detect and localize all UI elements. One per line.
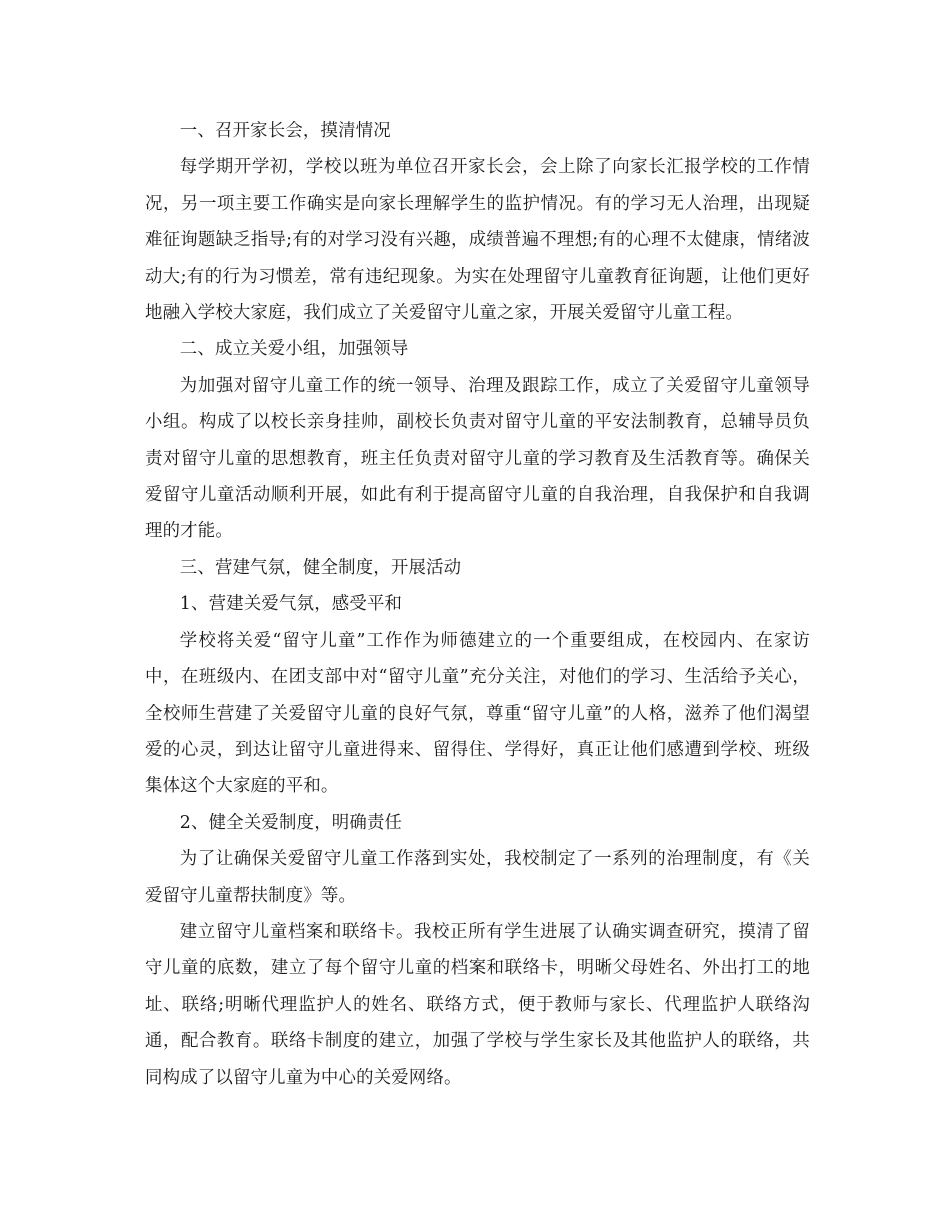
paragraph-archive-card: 建立留守儿童档案和联络卡。我校正所有学生进展了认确实调查研究，摸清了留守儿童的底数，建立了每个留守儿童的档案和联络卡，明晰父母姓名、外出打工的地址、联络;明晰代理监护人的姓名、联络方式，便于教师与家长、代理监护人联络沟通，配合教育。联络卡制度的建立，加强了学校与学生家长及其他监护人的联络，共同构成了以留守儿童为中心的关爱网络。: [145, 921, 810, 1088]
subsection-heading-1: 1、营建关爱气氛，感受平和: [179, 594, 403, 615]
paragraph-care-system: 为了让确保关爱留守儿童工作落到实处，我校制定了一系列的治理制度，有《关爱留守儿童帮扶制度》等。: [145, 849, 810, 906]
paragraph-care-group: 为加强对留守儿童工作的统一领导、治理及跟踪工作，成立了关爱留守儿童领导小组。构成了以校长亲身挂帅，副校长负责对留守儿童的平安法制教育，总辅导员负责对留守儿童的思想教育，班主任负责对留守儿童的学习教育及生活教育等。确保关爱留守儿童活动顺利开展，如此有利于提高留守儿童的自我治理，自我保护和自我调理的才能。: [145, 375, 810, 542]
paragraph-parent-meeting: 每学期开学初，学校以班为单位召开家长会，会上除了向家长汇报学校的工作情况，另一项主要工作确实是向家长理解学生的监护情况。有的学习无人治理，出现疑难征询题缺乏指导;有的对学习没有兴趣，成绩普遍不理想;有的心理不太健康，情绪波动大;有的行为习惯差，常有违纪现象。为实在处理留守儿童教育征询题，让他们更好地融入学校大家庭，我们成立了关爱留守儿童之家，开展关爱留守儿童工程。: [145, 157, 810, 324]
document-page: [145, 113, 810, 1096]
section-heading-2: 二、成立关爱小组，加强领导: [179, 339, 409, 360]
subsection-heading-2: 2、健全关爱制度，明确责任: [179, 812, 403, 833]
section-heading-3: 三、营建气氛，健全制度，开展活动: [179, 557, 462, 578]
section-heading-1: 一、召开家长会，摸清情况: [179, 121, 391, 141]
paragraph-care-atmosphere: 学校将关爱“留守儿童”工作作为师德建立的一个重要组成，在校园内、在家访中，在班级内、在团支部中对“留守儿童”充分关注，对他们的学习、生活给予关心，全校师生营建了关爱留守儿童的良好气氛，尊重“留守儿童”的人格，滋养了他们渴望爱的心灵，到达让留守儿童进得来、留得住、学得好，真正让他们感遭到学校、班级集体这个大家庭的平和。: [145, 630, 810, 797]
